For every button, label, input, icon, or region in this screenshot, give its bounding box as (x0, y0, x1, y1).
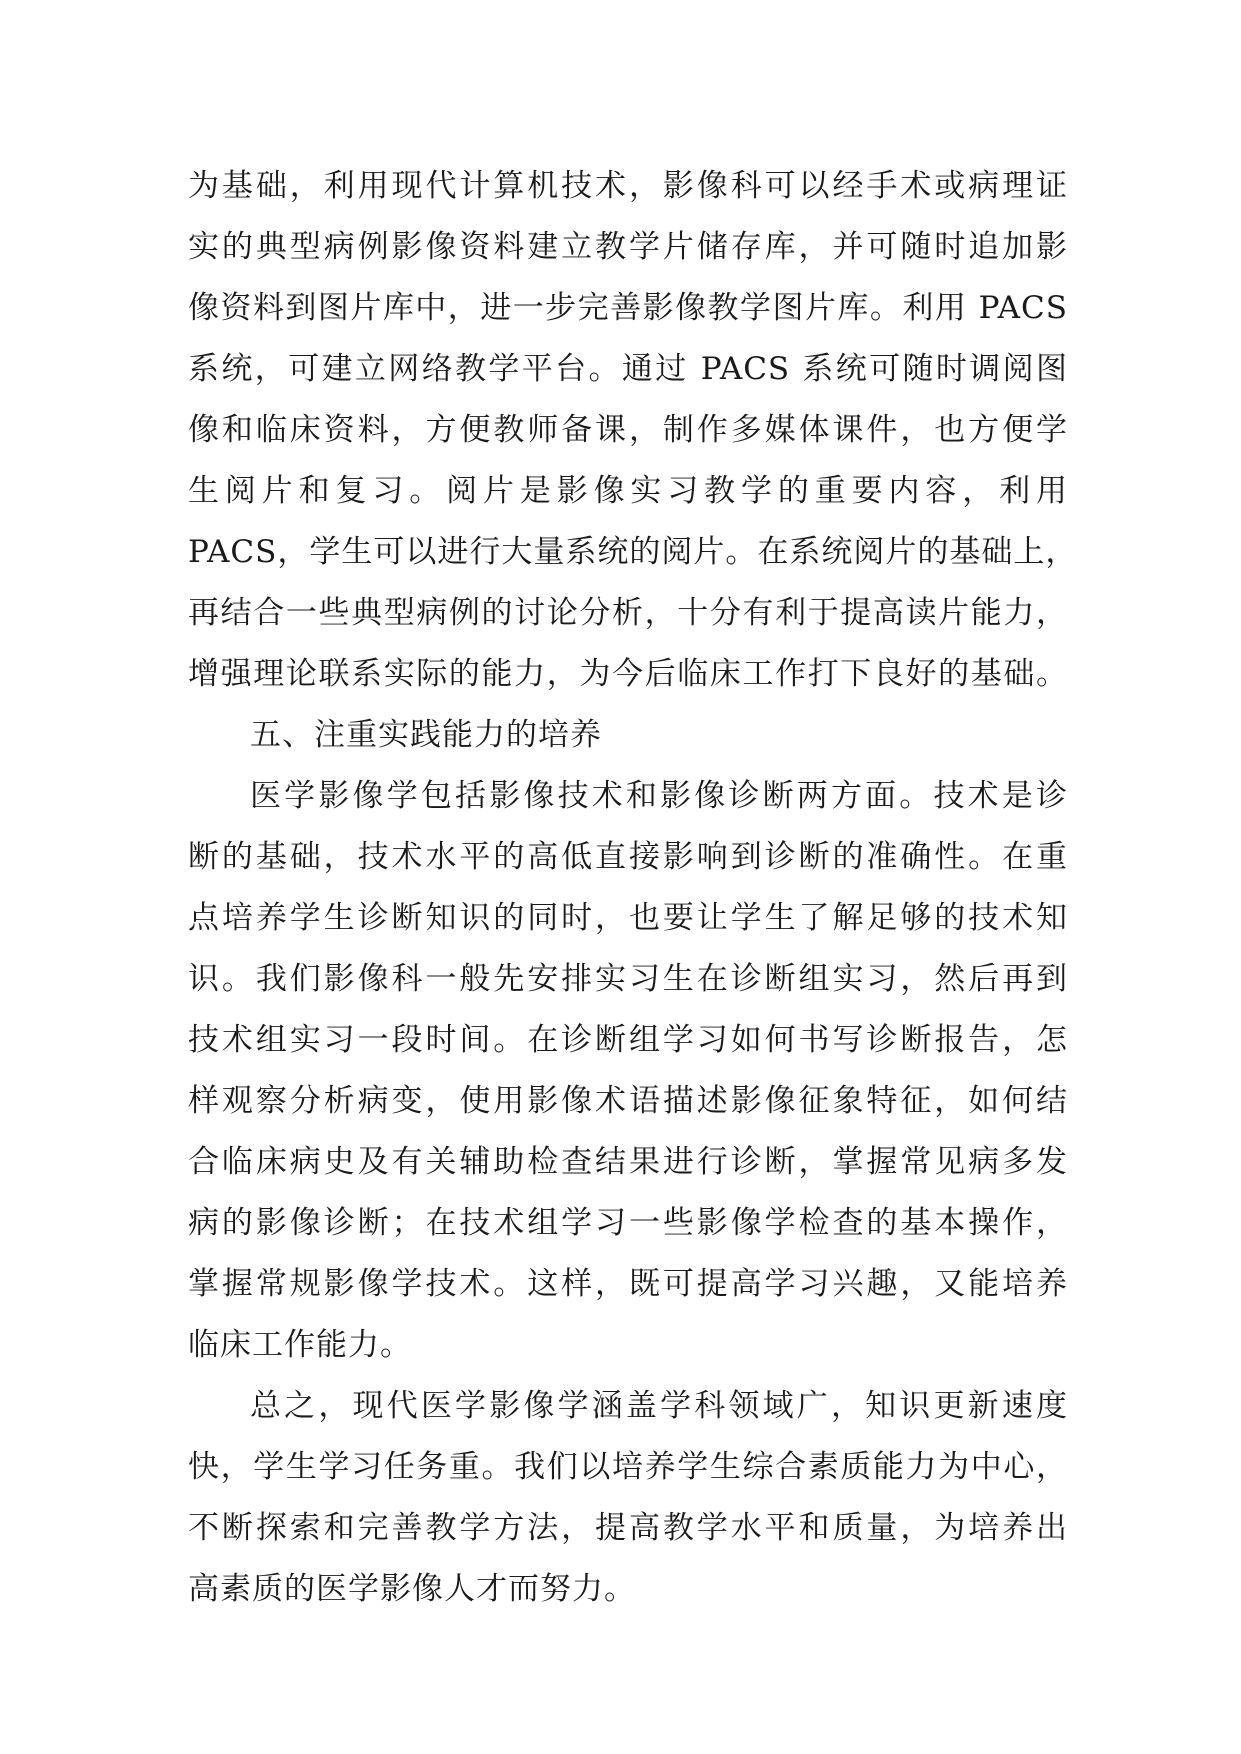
text-line: 为基础，利用现代计算机技术，影像科可以经手术或病理证 (188, 168, 1068, 204)
text-line: 样观察分析病变，使用影像术语描述影像征象特征，如何结 (188, 1083, 1068, 1119)
text-line: 高素质的医学影像人才而努力。 (188, 1571, 636, 1607)
heading-text: 五、注重实践能力的培养 (250, 717, 602, 753)
text-line: 总之，现代医学影像学涵盖学科领域广，知识更新速度 (250, 1388, 1068, 1424)
text-line: 技术组实习一段时间。在诊断组学习如何书写诊断报告，怎 (188, 1022, 1068, 1058)
text-line: 像资料到图片库中，进一步完善影像教学图片库。利用 PACS (188, 290, 1068, 326)
text-line: 增强理论联系实际的能力，为今后临床工作打下良好的基础。 (188, 656, 1068, 692)
text-line: 合临床病史及有关辅助检查结果进行诊断，掌握常见病多发 (188, 1144, 1068, 1180)
text-line: 实的典型病例影像资料建立教学片储存库，并可随时追加影 (188, 229, 1068, 265)
text-line: 点培养学生诊断知识的同时，也要让学生了解足够的技术知 (188, 900, 1068, 936)
text-line: 不断探索和完善教学方法，提高教学水平和质量，为培养出 (188, 1510, 1068, 1546)
text-line: 像和临床资料，方便教师备课，制作多媒体课件，也方便学 (188, 412, 1068, 448)
text-line: 临床工作能力。 (188, 1327, 412, 1363)
paragraph-pacs (188, 156, 1078, 705)
body-text (188, 156, 1078, 1620)
text-line: 断的基础，技术水平的高低直接影响到诊断的准确性。在重 (188, 839, 1068, 875)
text-line: 系统，可建立网络教学平台。通过 PACS 系统可随时调阅图 (188, 351, 1068, 387)
text-line: 再结合一些典型病例的讨论分析，十分有利于提高读片能力， (188, 595, 1068, 631)
paragraph-practice (188, 766, 1068, 1376)
text-line: 识。我们影像科一般先安排实习生在诊断组实习，然后再到 (188, 961, 1068, 997)
text-line: 生阅片和复习。阅片是影像实习教学的重要内容，利用 (188, 473, 1068, 509)
text-line: PACS，学生可以进行大量系统的阅片。在系统阅片的基础上， (188, 534, 1078, 570)
text-line: 快，学生学习任务重。我们以培养学生综合素质能力为中心， (188, 1449, 1068, 1485)
text-line: 医学影像学包括影像技术和影像诊断两方面。技术是诊 (250, 778, 1068, 814)
text-line: 掌握常规影像学技术。这样，既可提高学习兴趣，又能培养 (188, 1266, 1068, 1302)
text-line: 病的影像诊断；在技术组学习一些影像学检查的基本操作， (188, 1205, 1068, 1241)
paragraph-conclusion (188, 1376, 1068, 1620)
section-heading (188, 705, 1068, 766)
